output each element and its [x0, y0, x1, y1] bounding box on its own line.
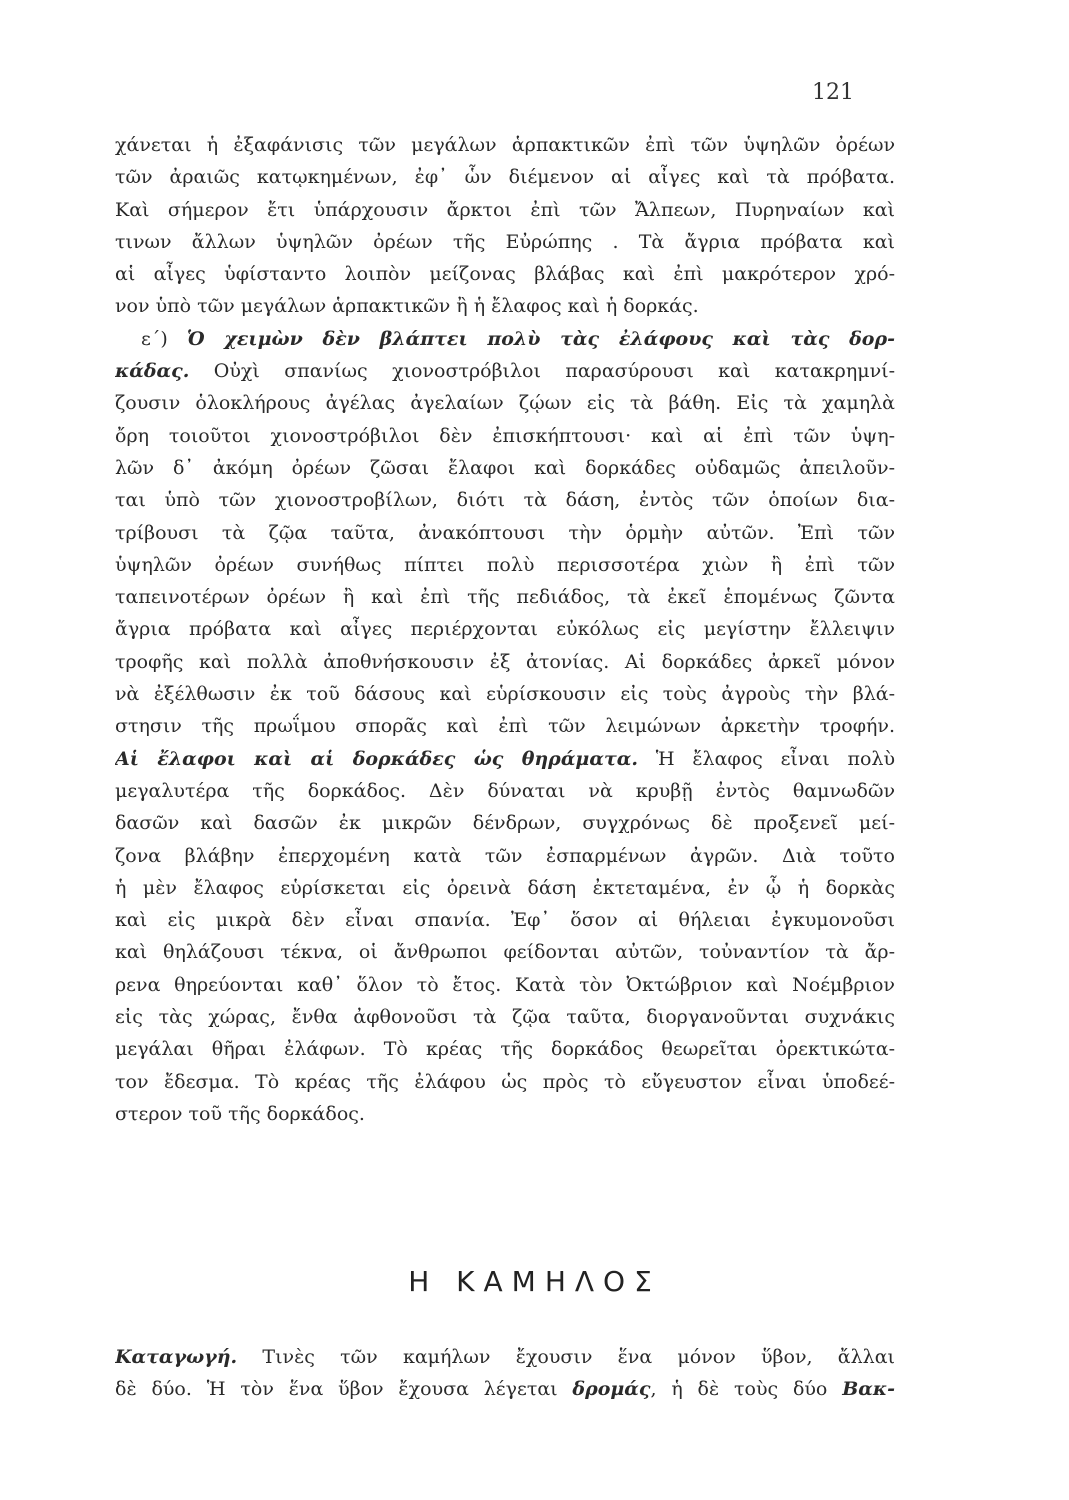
text-line: τρίβουσι τὰ ζῷα ταῦτα, ἀνακόπτουσι τὴν ὁρμὴν αὐτῶν. Ἐπὶ τῶν [115, 521, 895, 544]
text-line: ζουσιν ὁλοκλήρους ἀγέλας ἀγελαίων ζῴων εἰς τὰ βάθη. Εἰς τὰ χαμηλὰ [115, 392, 895, 415]
text-line: δασῶν καὶ δασῶν ἐκ μικρῶν δένδρων, συγχρόνως δὲ προξενεῖ μεί- [115, 812, 895, 835]
text-line: χάνεται ἡ ἐξαφάνισις τῶν μεγάλων ἁρπακτικῶν ἐπὶ τῶν ὑψηλῶν ὀρέων [115, 134, 895, 156]
text-span: Ἡ ἔλαφος εἶναι πολὺ [637, 747, 895, 770]
section-title: Η ΚΑΜΗΛΟΣ [408, 1265, 661, 1298]
text-line: ρενα θηρεύονται καθ᾽ ὅλον τὸ ἔτος. Κατὰ τὸν Ὀκτώβριον καὶ Νοέμβριον [115, 973, 895, 996]
page-number: 121 [812, 80, 854, 105]
text-line: καὶ εἰς μικρὰ δὲν εἶναι σπανία. Ἐφ᾽ ὅσον αἱ θήλειαι ἐγκυμονοῦσι [115, 909, 895, 932]
text-line [115, 355, 895, 387]
text-line: αἱ αἶγες ὑφίσταντο λοιπὸν μείζονας βλάβας καὶ ἐπὶ μακρότερον χρό- [115, 263, 895, 286]
text-line: νὰ ἐξέλθωσιν ἐκ τοῦ δάσους καὶ εὑρίσκουσιν εἰς τοὺς ἀγροὺς τὴν βλά- [115, 683, 895, 706]
text-line: ζονα βλάβην ἐπερχομένη κατὰ τῶν ἐσπαρμένων ἀγρῶν. Διὰ τοῦτο [115, 844, 895, 867]
text-line: ταπεινοτέρων ὀρέων ἢ καὶ ἐπὶ τῆς πεδιάδος, τὰ ἐκεῖ ἑπομένως ζῶντα [115, 586, 895, 609]
text-span: δὲ δύο. Ἡ τὸν ἕνα ὕβον ἔχουσα λέγεται [115, 1378, 573, 1401]
text-line: μεγάλαι θῆραι ἐλάφων. Τὸ κρέας τῆς δορκάδος θεωρεῖται ὀρεκτικώτα- [115, 1038, 895, 1061]
section-heading-line [115, 323, 895, 355]
text-line: τινων ἄλλων ὑψηλῶν ὀρέων τῆς Εὐρώπης . Τὰ ἄγρια πρόβατα καὶ [115, 230, 895, 253]
text-line: ἄγρια πρόβατα καὶ αἶγες περιέρχονται εὐκόλως εἰς μεγίστην ἔλλειψιν [115, 618, 895, 641]
text-line: ἡ μὲν ἔλαφος εὑρίσκεται εἰς ὀρεινὰ δάση ἐκτεταμένα, ἐν ᾧ ἡ δορκὰς [115, 876, 895, 899]
text-line: τον ἔδεσμα. Τὸ κρέας τῆς ἐλάφου ὡς πρὸς τὸ εὔγευστον εἶναι ὑποδεέ- [115, 1070, 895, 1093]
text-line [115, 1373, 895, 1405]
text-span: , ἡ δὲ τοὺς δύο [650, 1378, 843, 1401]
text-line: μεγαλυτέρα τῆς δορκάδος. Δὲν δύναται νὰ κρυβῇ ἐντὸς θαμνωδῶν [115, 779, 895, 802]
paragraph-heading: Ὁ χειμὼν δὲν βλάπτει πολὺ τὰς ἐλάφους καὶ τὰς δορ- [186, 327, 895, 350]
section-heading-line [115, 743, 895, 775]
paragraph-heading: Καταγωγή. [115, 1346, 238, 1368]
text-span: Τινὲς τῶν καμήλων ἔχουσιν ἕνα μόνον ὕβον, ἄλλαι [237, 1346, 895, 1368]
paragraph-heading-cont: κάδας. [115, 360, 190, 383]
term-dromas: δρομάς [572, 1378, 651, 1401]
text-line: καὶ θηλάζουσι τέκνα, οἱ ἄνθρωποι φείδονται αὐτῶν, τοὐναντίον τὰ ἄρ- [115, 941, 895, 964]
paragraph-heading: Αἱ ἔλαφοι καὶ αἱ δορκάδες ὡς θηράματα. [115, 747, 638, 770]
term-bactrian: Βακ- [842, 1378, 895, 1401]
text-line: νον ὑπὸ τῶν μεγάλων ἁρπακτικῶν ἢ ἡ ἔλαφος καὶ ἡ δορκάς. [115, 295, 699, 318]
text-line: ὄρη τοιοῦτοι χιονοστρόβιλοι δὲν ἐπισκήπτουσι· καὶ αἱ ἐπὶ τῶν ὑψη- [115, 424, 895, 447]
section-text [115, 1341, 895, 1406]
text-line: λῶν δ᾽ ἀκόμη ὀρέων ζῶσαι ἔλαφοι καὶ δορκάδες οὐδαμῶς ἀπειλοῦν- [115, 456, 895, 479]
main-text [115, 129, 895, 1130]
text-line: τροφῆς καὶ πολλὰ ἀποθνήσκουσιν ἐξ ἀτονίας. Αἱ δορκάδες ἀρκεῖ μόνον [115, 650, 895, 673]
text-line: στερον τοῦ τῆς δορκάδος. [115, 1102, 365, 1125]
text-line: τῶν ἀραιῶς κατῳκημένων, ἐφ᾽ ὧν διέμενον αἱ αἶγες καὶ τὰ πρόβατα. [115, 166, 895, 189]
text-line: εἰς τὰς χώρας, ἔνθα ἀφθονοῦσι τὰ ζῷα ταῦτα, διοργανοῦνται συχνάκις [115, 1006, 895, 1029]
text-line: στησιν τῆς πρωΐμου σπορᾶς καὶ ἐπὶ τῶν λειμώνων ἀρκετὴν τροφήν. [115, 715, 895, 738]
text-line: ται ὑπὸ τῶν χιονοστροβίλων, διότι τὰ δάση, ἐντὸς τῶν ὁποίων δια- [115, 489, 895, 512]
text-line: Καὶ σήμερον ἔτι ὑπάρχουσιν ἄρκτοι ἐπὶ τῶν Ἄλπεων, Πυρηναίων καὶ [115, 198, 895, 221]
section-heading-line [115, 1341, 895, 1373]
item-marker: ε΄) [141, 327, 187, 350]
text-line: ὑψηλῶν ὀρέων συνήθως πίπτει πολὺ περισσοτέρα χιὼν ἢ ἐπὶ τῶν [115, 553, 895, 576]
text-span: Οὐχὶ σπανίως χιονοστρόβιλοι παρασύρουσι καὶ κατακρημνί- [189, 360, 895, 383]
